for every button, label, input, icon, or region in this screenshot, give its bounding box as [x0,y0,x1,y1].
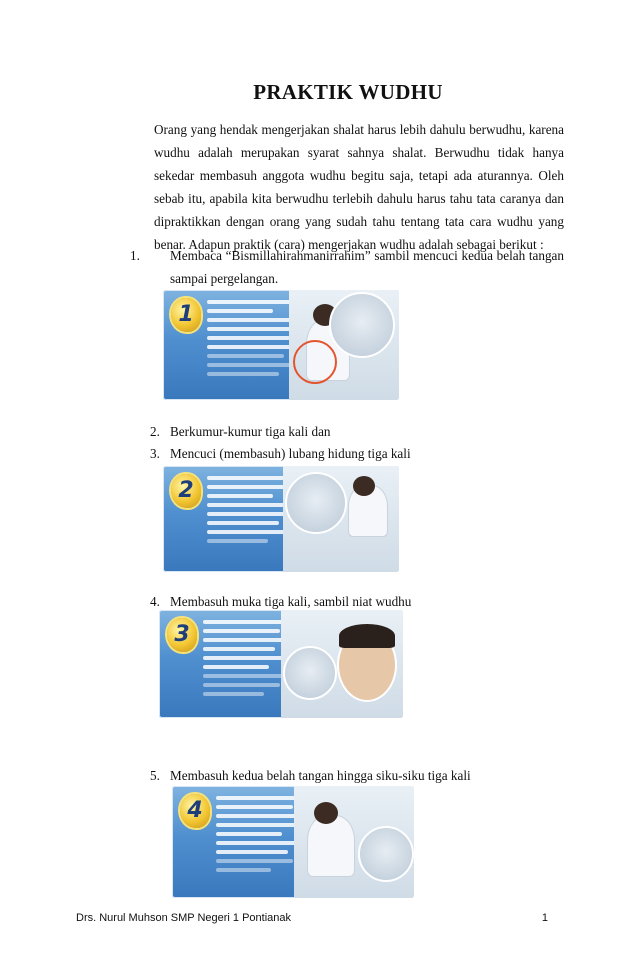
step-text: Membasuh muka tiga kali, sambil niat wudhu [170,594,412,609]
step-2 [150,420,564,443]
step-number: 1. [130,248,140,263]
step-text: Mencuci (membasuh) lubang hidung tiga kali [170,446,411,461]
step-text: Berkumur-kumur tiga kali dan [170,424,331,439]
detail-circle [358,826,414,882]
page-footer [76,912,548,924]
page-title: PRAKTIK WUDHU [253,80,443,104]
washing-arms-photo [294,786,414,898]
rinsing-mouth-photo [283,466,399,572]
step-badge-icon: 2 [171,474,201,508]
detail-circle [285,472,347,534]
step-text: Membasuh kedua belah tangan hingga siku-siku tiga kali [170,768,471,783]
step-number: 2. [150,424,160,439]
footer-author: Drs. Nurul Muhson SMP Negeri 1 Pontianak [76,912,292,924]
step-badge-icon: 3 [167,618,197,652]
step-number: 5. [150,768,160,783]
detail-circle [283,646,337,700]
illustration-step-4 [172,786,414,898]
illustration-step-1 [163,290,399,400]
step-3 [150,442,564,465]
step-number: 4. [150,594,160,609]
illustration-step-2 [163,466,399,572]
page-number: 1 [541,912,548,924]
step-5 [150,764,564,787]
intro-paragraph [154,118,564,256]
step-badge-icon: 4 [180,794,210,828]
step-badge-icon: 1 [171,298,201,332]
detail-circle [329,292,395,358]
illustration-step-3 [159,610,403,718]
step-text: Membaca “Bismillahirahmanirrahim” sambil mencuci kedua belah tangan sampai pergelangan. [170,248,564,286]
washing-face-photo [281,610,403,718]
step-number: 3. [150,446,160,461]
intro-text: Orang yang hendak mengerjakan shalat harus lebih dahulu berwudhu, karena wudhu adalah merupakan syarat sahnya shalat. Berwudhu tidak hanya sekedar membasuh anggota wudhu begitu saja, tetapi ada aturannya. Oleh sebab itu, apabila kita berwudhu terlebih dahulu harus tahu tata caranya dan dipraktikkan dengan orang yang sudah tahu tentang tata cara wudhu yang benar. Adapun praktik (cara) mengerjakan wudhu adalah sebagai berikut : [154,122,564,252]
step-1 [130,244,564,290]
